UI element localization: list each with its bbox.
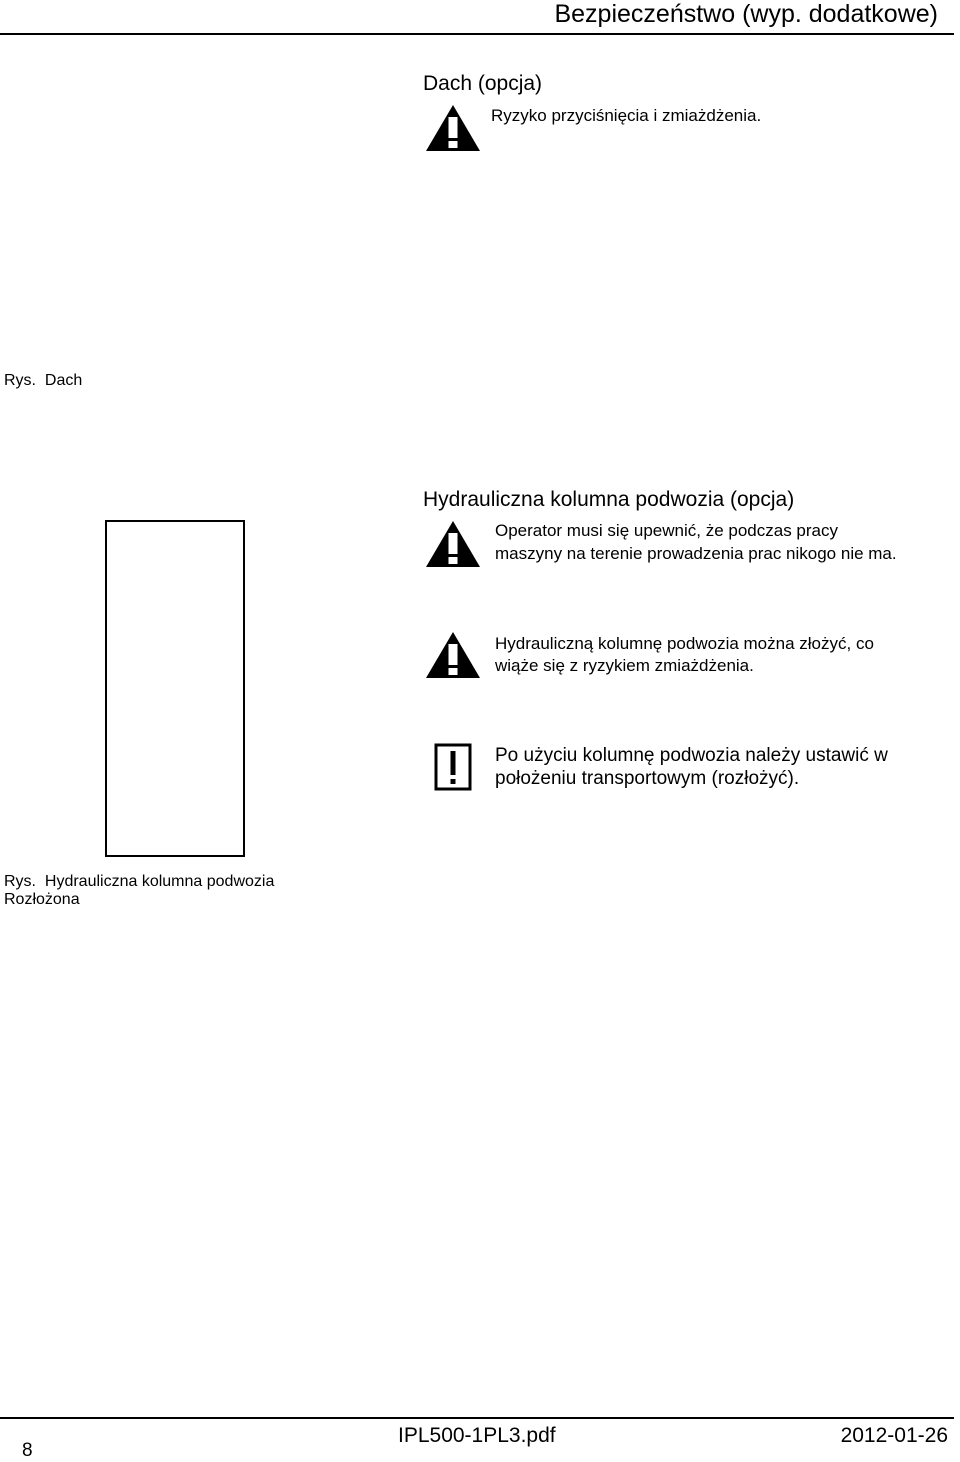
roof-figure-caption	[4, 372, 82, 390]
warning-triangle-icon	[425, 104, 481, 152]
roof-section-title: Dach (opcja)	[423, 72, 543, 95]
column-warning-2-line-2: wiąże się z ryzykiem zmiażdżenia.	[495, 656, 754, 675]
warning-triangle-icon	[425, 520, 481, 568]
footer-file-name: IPL500-1PL3.pdf	[398, 1424, 556, 1447]
column-figure-placeholder	[105, 520, 245, 857]
warning-triangle-icon	[425, 631, 481, 679]
column-warning-1-line-1: Operator musi się upewnić, że podczas pracy	[495, 521, 838, 540]
footer-date: 2012-01-26	[840, 1424, 948, 1447]
figure-title: Hydrauliczna kolumna podwozia	[44, 873, 275, 890]
column-figure-caption	[4, 873, 274, 891]
page-number: 8	[22, 1440, 33, 1461]
exclamation-box-icon	[434, 743, 472, 791]
roof-warning-text: Ryzyko przyciśnięcia i zmiażdżenia.	[491, 106, 762, 125]
figure-label: Rys.	[4, 372, 36, 389]
header-divider	[0, 33, 954, 35]
figure-label: Rys.	[4, 873, 36, 890]
column-notice-line-1: Po użyciu kolumnę podwozia należy ustawić w	[495, 745, 888, 766]
column-warning-1-line-2: maszyny na terenie prowadzenia prac nikogo nie ma.	[495, 544, 897, 563]
column-notice-line-2: położeniu transportowym (rozłożyć).	[495, 768, 800, 789]
footer-divider	[0, 1417, 954, 1419]
column-warning-2-line-1: Hydrauliczną kolumnę podwozia można złożyć, co	[495, 634, 874, 653]
column-figure-subtitle: Rozłożona	[4, 891, 80, 908]
page-header-title: Bezpieczeństwo (wyp. dodatkowe)	[554, 0, 938, 28]
column-section-title: Hydrauliczna kolumna podwozia (opcja)	[423, 488, 795, 511]
figure-title: Dach	[44, 372, 83, 389]
